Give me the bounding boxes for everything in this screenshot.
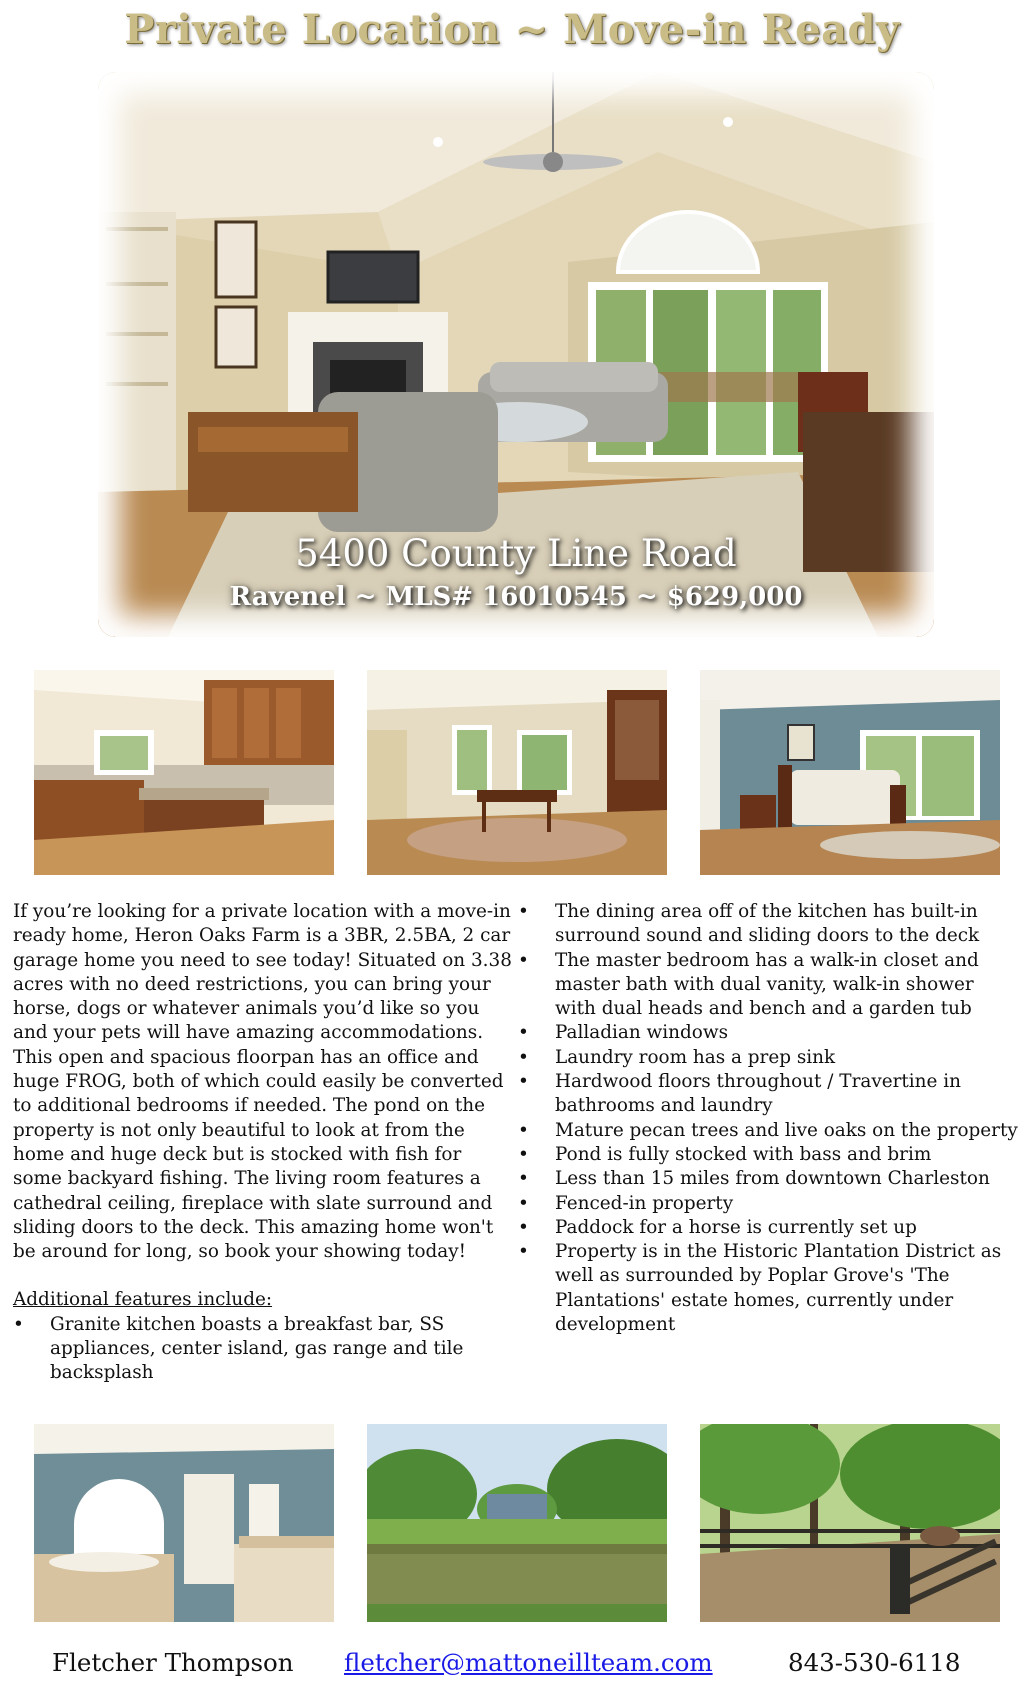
hero-photo-living-room [98,72,934,637]
description-column [13,900,513,1386]
feature-item: • Less than 15 miles from downtown Charleston [518,1167,1018,1191]
photo-dining-room [367,670,667,875]
feature-item: • Mature pecan trees and live oaks on the property [518,1119,1018,1143]
feature-item: • Fenced-in property [518,1192,1018,1216]
hero-address: 5400 County Line Road [295,532,737,575]
feature-item: • Palladian windows [518,1021,1018,1045]
contact-footer [0,1648,1024,1684]
features-list-right [518,900,1018,1337]
hero-location-mls-price: Ravenel ~ MLS# 16010545 ~ $629,000 [229,582,803,612]
feature-item: • The master bedroom has a walk-in closet and master bath with dual vanity, walk-in shower with dual heads and bench and a garden tub [518,949,1018,1022]
property-description: If you’re looking for a private location with a move-in ready home, Heron Oaks Farm is a 3BR, 2.5BA, 2 car garage home you need to see today! Situated on 3.38 acres with no deed restrictions, you can bring your horse, dogs or whatever animals you’d like so you and your pets will have amazing accommodations. This open and spacious floorpan has an office and huge FROG, both of which could easily be converted to additional bedrooms if needed. The pond on the property is not only beautiful to look at from the home and huge deck but is stocked with fish for some backyard fishing. The living room features a cathedral ceiling, fireplace with slate surround and sliding doors to the deck. This amazing home won't be around for long, so book your showing today! [13,901,512,1263]
features-heading: Additional features include: [13,1289,273,1311]
agent-name: Fletcher Thompson [52,1648,294,1677]
photo-paddock-fence [700,1424,1000,1622]
feature-item: • Property is in the Historic Plantation District as well as surrounded by Poplar Grove's 'The Plantations' estate homes, currently under development [518,1240,1018,1337]
feature-item: • Hardwood floors throughout / Travertine in bathrooms and laundry [518,1070,1018,1119]
photo-master-bath [34,1424,334,1622]
agent-phone: 843-530-6118 [788,1648,961,1677]
features-list-left [13,1313,513,1386]
feature-item: • Paddock for a horse is currently set up [518,1216,1018,1240]
features-column-right [518,900,1018,1337]
feature-item: • Pond is fully stocked with bass and brim [518,1143,1018,1167]
agent-email-link[interactable]: fletcher@mattoneillteam.com [344,1648,713,1677]
photo-kitchen [34,670,334,875]
photo-pond-and-home [367,1424,667,1622]
feature-item: • Laundry room has a prep sink [518,1046,1018,1070]
feature-item: • Granite kitchen boasts a breakfast bar, SS appliances, center island, gas range and tile backsplash [13,1313,513,1386]
page-headline: Private Location ~ Move-in Ready [124,6,900,53]
photo-master-bedroom [700,670,1000,875]
feature-item: • The dining area off of the kitchen has built-in surround sound and sliding doors to the deck [518,900,1018,949]
